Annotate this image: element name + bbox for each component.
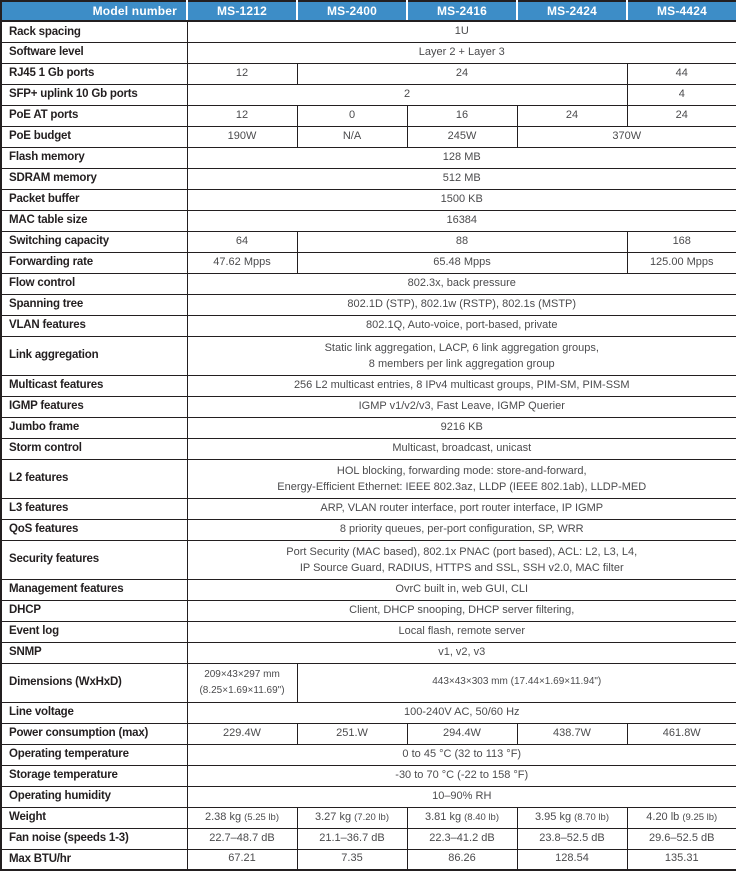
row-label: VLAN features bbox=[1, 315, 187, 336]
row-label: Fan noise (speeds 1-3) bbox=[1, 828, 187, 849]
spec-value: 12 bbox=[187, 105, 297, 126]
spec-value: 16384 bbox=[187, 210, 736, 231]
row-label: Flash memory bbox=[1, 147, 187, 168]
spec-value: 209×43×297 mm (8.25×1.69×11.69") bbox=[187, 663, 297, 702]
spec-value: -30 to 70 °C (-22 to 158 °F) bbox=[187, 765, 736, 786]
spec-value: 16 bbox=[407, 105, 517, 126]
table-row bbox=[1, 375, 736, 396]
row-label: RJ45 1 Gb ports bbox=[1, 63, 187, 84]
spec-value: 168 bbox=[627, 231, 736, 252]
table-row bbox=[1, 579, 736, 600]
table-row bbox=[1, 126, 736, 147]
table-row bbox=[1, 765, 736, 786]
row-label: L3 features bbox=[1, 498, 187, 519]
model-column-ms-2424: MS-2424 bbox=[517, 1, 627, 21]
spec-value: 10–90% RH bbox=[187, 786, 736, 807]
spec-value: HOL blocking, forwarding mode: store-and-forward, Energy-Efficient Ethernet: IEEE 802.3az, LLDP (IEEE 802.1ab), LLDP-MED bbox=[187, 459, 736, 498]
spec-value: 512 MB bbox=[187, 168, 736, 189]
row-label: Software level bbox=[1, 42, 187, 63]
header-row bbox=[1, 1, 736, 21]
row-label: Operating temperature bbox=[1, 744, 187, 765]
row-label: L2 features bbox=[1, 459, 187, 498]
spec-value: 443×43×303 mm (17.44×1.69×11.94") bbox=[297, 663, 736, 702]
row-label: QoS features bbox=[1, 519, 187, 540]
spec-value: 294.4W bbox=[407, 723, 517, 744]
spec-value: 3.81 kg (8.40 lb) bbox=[407, 807, 517, 828]
row-label: DHCP bbox=[1, 600, 187, 621]
spec-value: Multicast, broadcast, unicast bbox=[187, 438, 736, 459]
spec-value: 245W bbox=[407, 126, 517, 147]
row-label: PoE AT ports bbox=[1, 105, 187, 126]
table-row bbox=[1, 105, 736, 126]
table-row bbox=[1, 294, 736, 315]
row-label: MAC table size bbox=[1, 210, 187, 231]
spec-value: 100-240V AC, 50/60 Hz bbox=[187, 702, 736, 723]
table-row bbox=[1, 252, 736, 273]
spec-value: 24 bbox=[627, 105, 736, 126]
spec-value: 8 priority queues, per-port configuration, SP, WRR bbox=[187, 519, 736, 540]
spec-value: 22.7–48.7 dB bbox=[187, 828, 297, 849]
row-label: Event log bbox=[1, 621, 187, 642]
table-row bbox=[1, 723, 736, 744]
row-label: Operating humidity bbox=[1, 786, 187, 807]
spec-value: 370W bbox=[517, 126, 736, 147]
spec-value: 251.W bbox=[297, 723, 407, 744]
row-label: Security features bbox=[1, 540, 187, 579]
row-label: SNMP bbox=[1, 642, 187, 663]
spec-value: 7.35 bbox=[297, 849, 407, 870]
table-row bbox=[1, 168, 736, 189]
model-column-ms-2400: MS-2400 bbox=[297, 1, 407, 21]
table-row bbox=[1, 663, 736, 702]
spec-value: 21.1–36.7 dB bbox=[297, 828, 407, 849]
table-row bbox=[1, 84, 736, 105]
spec-value: 256 L2 multicast entries, 8 IPv4 multicast groups, PIM-SM, PIM-SSM bbox=[187, 375, 736, 396]
spec-value: 64 bbox=[187, 231, 297, 252]
spec-value: 438.7W bbox=[517, 723, 627, 744]
row-label: Max BTU/hr bbox=[1, 849, 187, 870]
spec-value: 23.8–52.5 dB bbox=[517, 828, 627, 849]
spec-value: Port Security (MAC based), 802.1x PNAC (port based), ACL: L2, L3, L4, IP Source Guard, RADIUS, HTTPS and SSL, SSH v2.0, MAC filter bbox=[187, 540, 736, 579]
row-label: Management features bbox=[1, 579, 187, 600]
row-label: Multicast features bbox=[1, 375, 187, 396]
spec-value: 24 bbox=[517, 105, 627, 126]
spec-value: 802.1Q, Auto-voice, port-based, private bbox=[187, 315, 736, 336]
spec-value: 4.20 lb (9.25 lb) bbox=[627, 807, 736, 828]
model-column-ms-1212: MS-1212 bbox=[187, 1, 297, 21]
table-row bbox=[1, 336, 736, 375]
row-label: Packet buffer bbox=[1, 189, 187, 210]
table-row bbox=[1, 459, 736, 498]
table-row bbox=[1, 702, 736, 723]
spec-value: 190W bbox=[187, 126, 297, 147]
spec-value: 0 to 45 °C (32 to 113 °F) bbox=[187, 744, 736, 765]
row-label: Power consumption (max) bbox=[1, 723, 187, 744]
spec-value: 4 bbox=[627, 84, 736, 105]
spec-value: 65.48 Mpps bbox=[297, 252, 627, 273]
table-row bbox=[1, 147, 736, 168]
row-label: Jumbo frame bbox=[1, 417, 187, 438]
row-label: IGMP features bbox=[1, 396, 187, 417]
spec-value: 1500 KB bbox=[187, 189, 736, 210]
spec-value: v1, v2, v3 bbox=[187, 642, 736, 663]
table-row bbox=[1, 807, 736, 828]
row-label: Storm control bbox=[1, 438, 187, 459]
table-row bbox=[1, 600, 736, 621]
table-row bbox=[1, 621, 736, 642]
model-number-header: Model number bbox=[1, 1, 187, 21]
table-row bbox=[1, 417, 736, 438]
table-row bbox=[1, 642, 736, 663]
table-row bbox=[1, 438, 736, 459]
spec-value: 88 bbox=[297, 231, 627, 252]
table-row bbox=[1, 315, 736, 336]
spec-value: 802.1D (STP), 802.1w (RSTP), 802.1s (MSTP) bbox=[187, 294, 736, 315]
spec-value: 9216 KB bbox=[187, 417, 736, 438]
spec-value: 86.26 bbox=[407, 849, 517, 870]
spec-value: 128.54 bbox=[517, 849, 627, 870]
spec-value: 802.3x, back pressure bbox=[187, 273, 736, 294]
spec-value: OvrC built in, web GUI, CLI bbox=[187, 579, 736, 600]
row-label: SFP+ uplink 10 Gb ports bbox=[1, 84, 187, 105]
spec-value: 0 bbox=[297, 105, 407, 126]
spec-table-body bbox=[1, 21, 736, 870]
table-row bbox=[1, 189, 736, 210]
spec-value: 1U bbox=[187, 21, 736, 42]
table-row bbox=[1, 498, 736, 519]
row-label: Dimensions (WxHxD) bbox=[1, 663, 187, 702]
table-row bbox=[1, 786, 736, 807]
spec-value: Static link aggregation, LACP, 6 link aggregation groups, 8 members per link aggregation group bbox=[187, 336, 736, 375]
row-label: Storage temperature bbox=[1, 765, 187, 786]
spec-value: 44 bbox=[627, 63, 736, 84]
spec-value: IGMP v1/v2/v3, Fast Leave, IGMP Querier bbox=[187, 396, 736, 417]
row-label: Spanning tree bbox=[1, 294, 187, 315]
spec-value: 2 bbox=[187, 84, 627, 105]
table-row bbox=[1, 540, 736, 579]
spec-value: 67.21 bbox=[187, 849, 297, 870]
table-row bbox=[1, 744, 736, 765]
model-column-ms-2416: MS-2416 bbox=[407, 1, 517, 21]
row-label: Flow control bbox=[1, 273, 187, 294]
spec-value: 125.00 Mpps bbox=[627, 252, 736, 273]
table-row bbox=[1, 849, 736, 870]
spec-value: 128 MB bbox=[187, 147, 736, 168]
row-label: Switching capacity bbox=[1, 231, 187, 252]
spec-value: Local flash, remote server bbox=[187, 621, 736, 642]
row-label: Line voltage bbox=[1, 702, 187, 723]
spec-value: ARP, VLAN router interface, port router interface, IP IGMP bbox=[187, 498, 736, 519]
row-label: Weight bbox=[1, 807, 187, 828]
spec-value: 3.95 kg (8.70 lb) bbox=[517, 807, 627, 828]
table-row bbox=[1, 273, 736, 294]
row-label: PoE budget bbox=[1, 126, 187, 147]
spec-value: 135.31 bbox=[627, 849, 736, 870]
table-row bbox=[1, 519, 736, 540]
spec-value: 2.38 kg (5.25 lb) bbox=[187, 807, 297, 828]
table-row bbox=[1, 210, 736, 231]
spec-value: 461.8W bbox=[627, 723, 736, 744]
model-column-ms-4424: MS-4424 bbox=[627, 1, 736, 21]
spec-value: Client, DHCP snooping, DHCP server filtering, bbox=[187, 600, 736, 621]
spec-value: Layer 2 + Layer 3 bbox=[187, 42, 736, 63]
table-row bbox=[1, 396, 736, 417]
table-row bbox=[1, 828, 736, 849]
spec-value: 47.62 Mpps bbox=[187, 252, 297, 273]
table-row bbox=[1, 231, 736, 252]
spec-value: 3.27 kg (7.20 lb) bbox=[297, 807, 407, 828]
spec-value: 22.3–41.2 dB bbox=[407, 828, 517, 849]
row-label: Rack spacing bbox=[1, 21, 187, 42]
row-label: Forwarding rate bbox=[1, 252, 187, 273]
spec-value: N/A bbox=[297, 126, 407, 147]
table-row bbox=[1, 42, 736, 63]
row-label: Link aggregation bbox=[1, 336, 187, 375]
spec-value: 229.4W bbox=[187, 723, 297, 744]
table-row bbox=[1, 63, 736, 84]
spec-value: 24 bbox=[297, 63, 627, 84]
row-label: SDRAM memory bbox=[1, 168, 187, 189]
table-row bbox=[1, 21, 736, 42]
spec-value: 12 bbox=[187, 63, 297, 84]
spec-value: 29.6–52.5 dB bbox=[627, 828, 736, 849]
